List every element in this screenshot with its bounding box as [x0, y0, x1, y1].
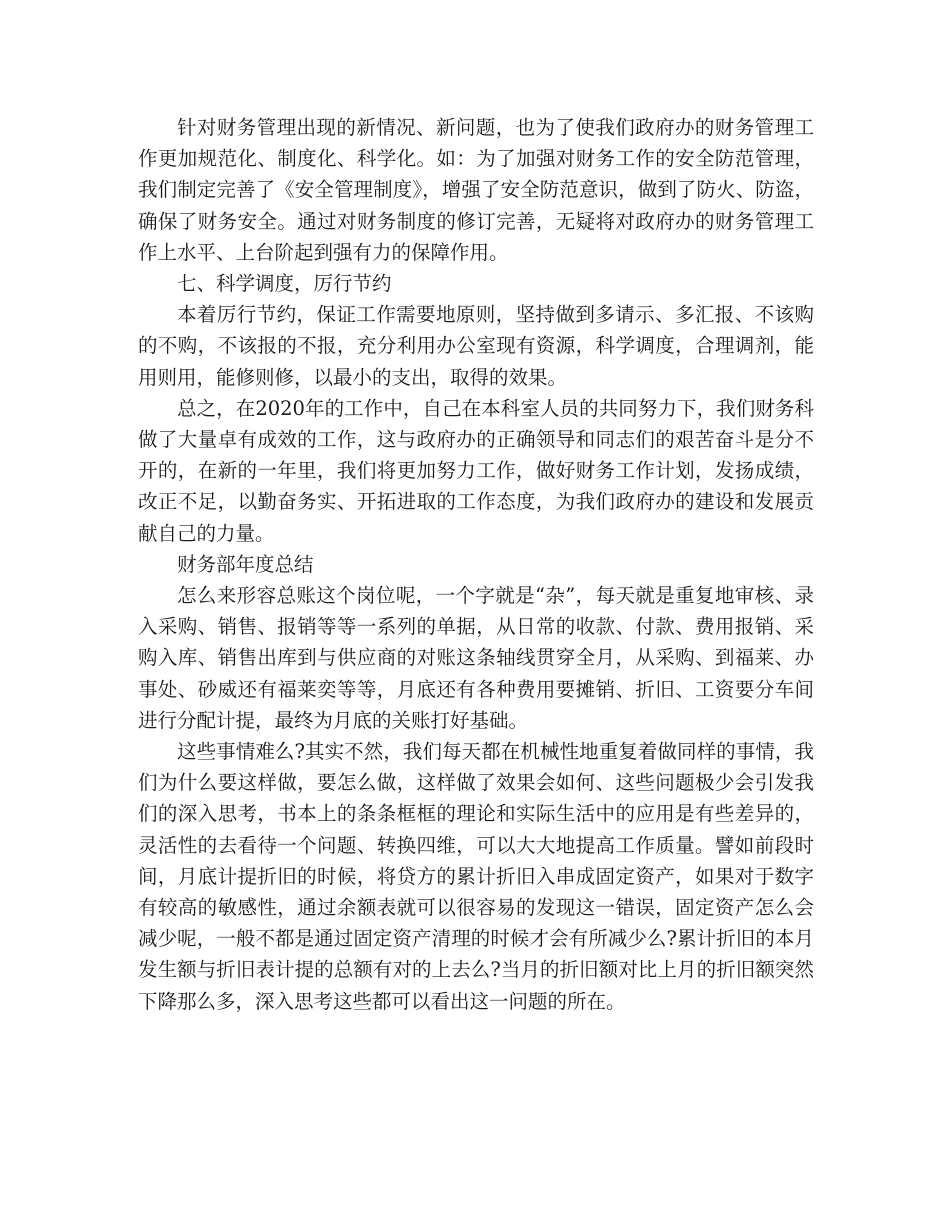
- heading-section-seven: 七、科学调度，厉行节约: [177, 272, 392, 296]
- paragraph-general-ledger: 怎么来形容总账这个岗位呢，一个字就是“杂”，每天就是重复地审核、录入采购、销售、报销等等一系列的单据，从日常的收款、付款、费用报销、采购入库、销售出库到与供应商的对账这条轴线贯穿全月，从采购、到福莱、办事处、砂威还有福莱奕等等，月底还有各种费用要摊销、折旧、工资要分车间进行分配计提，最终为月底的关账打好基础。: [138, 584, 814, 732]
- document-body: [138, 112, 814, 1017]
- paragraph-conclusion: 总之，在2020年的工作中，自己在本科室人员的共同努力下，我们财务科做了大量卓有成效的工作，这与政府办的正确领导和同志们的艰苦奋斗是分不开的，在新的一年里，我们将更加努力工作，做好财务工作计划，发扬成绩，改正不足，以勤奋务实、开拓进取的工作态度，为我们政府办的建设和发展贡献自己的力量。: [138, 396, 814, 545]
- heading-annual-summary: 财务部年度总结: [177, 552, 314, 576]
- paragraph-frugality: 本着厉行节约，保证工作需要地原则，坚持做到多请示、多汇报、不该购的不购，不该报的不报，充分利用办公室现有资源，科学调度，合理调剂，能用则用，能修则修，以最小的支出，取得的效果。: [138, 303, 814, 389]
- paragraph-financial-management: 针对财务管理出现的新情况、新问题，也为了使我们政府办的财务管理工作更加规范化、制度化、科学化。如：为了加强对财务工作的安全防范管理，我们制定完善了《安全管理制度》，增强了安全防范意识，做到了防火、防盗，确保了财务安全。通过对财务制度的修订完善，无疑将对政府办的财务管理工作上水平、上台阶起到强有力的保障作用。: [138, 116, 814, 264]
- paragraph-reflection: 这些事情难么?其实不然，我们每天都在机械性地重复着做同样的事情，我们为什么要这样做，要怎么做，这样做了效果会如何、这些问题极少会引发我们的深入思考，书本上的条条框框的理论和实际生活中的应用是有些差异的，灵活性的去看待一个问题、转换四维，可以大大地提高工作质量。譬如前段时间，月底计提折旧的时候，将贷方的累计折旧入串成固定资产，如果对于数字有较高的敏感性，通过余额表就可以很容易的发现这一错误，固定资产怎么会减少呢，一般不都是通过固定资产清理的时候才会有所减少么?累计折旧的本月发生额与折旧表计提的总额有对的上去么?当月的折旧额对比上月的折旧额突然下降那么多，深入思考这些都可以看出这一问题的所在。: [138, 740, 814, 1013]
